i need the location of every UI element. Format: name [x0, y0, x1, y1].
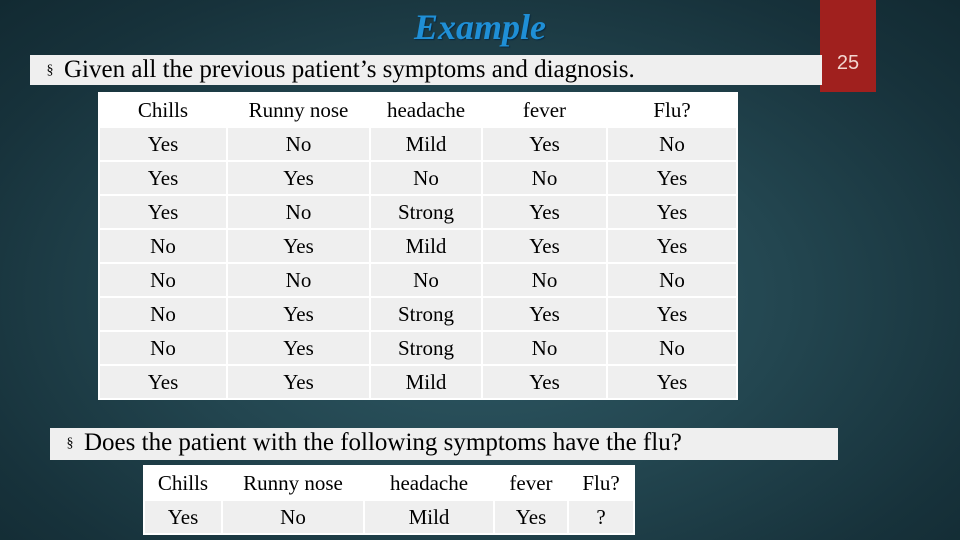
- header-headache: headache: [364, 466, 494, 500]
- bullet-question: [50, 428, 838, 460]
- table-cell: ?: [568, 500, 634, 534]
- header-flu: Flu?: [568, 466, 634, 500]
- table-cell: Yes: [99, 195, 227, 229]
- header-runny-nose: Runny nose: [227, 93, 370, 127]
- header-headache: headache: [370, 93, 482, 127]
- table-cell: No: [227, 127, 370, 161]
- bullet-text: Given all the previous patient’s symptoms and diagnosis.: [64, 56, 635, 83]
- table-row: [99, 161, 737, 195]
- table-cell: Strong: [370, 331, 482, 365]
- table-cell: Mild: [370, 365, 482, 399]
- table-cell: Yes: [607, 195, 737, 229]
- table-cell: Strong: [370, 195, 482, 229]
- table-cell: No: [482, 263, 607, 297]
- table-row: [99, 331, 737, 365]
- table-cell: No: [227, 195, 370, 229]
- table-cell: Yes: [607, 365, 737, 399]
- table-cell: Yes: [144, 500, 222, 534]
- table-cell: No: [370, 161, 482, 195]
- table-cell: No: [99, 263, 227, 297]
- table-row: [144, 500, 634, 534]
- table-header-row: [144, 466, 634, 500]
- bullet-given-data: [30, 55, 822, 85]
- query-table: [143, 465, 635, 535]
- table-cell: Yes: [494, 500, 568, 534]
- header-chills: Chills: [144, 466, 222, 500]
- table-cell: No: [607, 331, 737, 365]
- table-cell: No: [99, 229, 227, 263]
- bullet-text: Does the patient with the following symptoms have the flu?: [84, 429, 682, 456]
- table-row: [99, 297, 737, 331]
- table-cell: No: [482, 161, 607, 195]
- table-cell: Yes: [482, 297, 607, 331]
- table-cell: Mild: [370, 229, 482, 263]
- table-cell: Yes: [607, 229, 737, 263]
- table-cell: No: [99, 331, 227, 365]
- table-cell: Yes: [482, 229, 607, 263]
- table-cell: No: [227, 263, 370, 297]
- table-cell: Yes: [227, 365, 370, 399]
- table-cell: Yes: [99, 365, 227, 399]
- table-cell: Yes: [607, 297, 737, 331]
- table-header-row: [99, 93, 737, 127]
- table-cell: No: [607, 127, 737, 161]
- table-row: [99, 229, 737, 263]
- table-row: [99, 195, 737, 229]
- table-cell: Yes: [99, 127, 227, 161]
- table-cell: Yes: [227, 331, 370, 365]
- table-cell: No: [482, 331, 607, 365]
- table-cell: Yes: [227, 161, 370, 195]
- table-cell: Yes: [607, 161, 737, 195]
- table-cell: Yes: [227, 229, 370, 263]
- bullet-icon: §: [66, 436, 74, 451]
- table-cell: Yes: [227, 297, 370, 331]
- table-row: [99, 365, 737, 399]
- header-chills: Chills: [99, 93, 227, 127]
- page-number: 25: [836, 52, 860, 74]
- bullet-icon: §: [46, 63, 54, 78]
- table-cell: Mild: [370, 127, 482, 161]
- page-number-badge: [820, 0, 876, 92]
- slide-title: Example: [414, 7, 546, 47]
- table-cell: Yes: [482, 365, 607, 399]
- table-row: [99, 263, 737, 297]
- table-cell: Yes: [482, 127, 607, 161]
- table-cell: Strong: [370, 297, 482, 331]
- table-row: [99, 127, 737, 161]
- table-cell: Mild: [364, 500, 494, 534]
- header-runny-nose: Runny nose: [222, 466, 364, 500]
- header-flu: Flu?: [607, 93, 737, 127]
- header-fever: fever: [494, 466, 568, 500]
- header-fever: fever: [482, 93, 607, 127]
- table-cell: Yes: [482, 195, 607, 229]
- table-cell: Yes: [99, 161, 227, 195]
- table-cell: No: [370, 263, 482, 297]
- table-cell: No: [607, 263, 737, 297]
- table-cell: No: [99, 297, 227, 331]
- table-cell: No: [222, 500, 364, 534]
- training-data-table: [98, 92, 738, 400]
